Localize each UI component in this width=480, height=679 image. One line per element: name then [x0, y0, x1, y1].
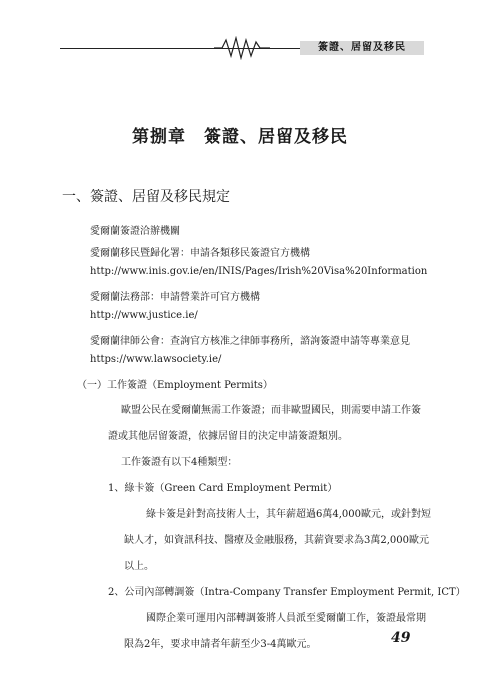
body-line: 以上。: [124, 561, 154, 572]
running-header-label: 簽證、居留及移民: [300, 41, 424, 55]
section-title: 一、簽證、居留及移民規定: [62, 189, 230, 205]
body-line: 綠卡簽是針對高技術人士，其年薪超過6萬4,000歐元，或針對短: [146, 509, 431, 520]
body-line: 愛爾蘭律師公會：查詢官方核准之律師事務所，諮詢簽證申請等專業意見: [90, 336, 410, 347]
url-link[interactable]: http://www.inis.gov.ie/en/INIS/Pages/Irish%20Visa%20Information: [90, 266, 428, 277]
body-line: 工作簽證有以下4種類型：: [121, 457, 238, 468]
chapter-title: 第捌章 簽證、居留及移民: [132, 127, 348, 147]
subsection-heading: （一）工作簽證（Employment Permits）: [77, 380, 273, 391]
body-line: 缺人才，如資訊科技、醫療及金融服務，其薪資要求為3萬2,000歐元: [124, 535, 429, 546]
body-line: 證或其他居留簽證，依據居留目的決定申請簽證類別。: [108, 431, 348, 442]
url-link[interactable]: http://www.justice.ie/: [90, 310, 198, 321]
url-link[interactable]: https://www.lawsociety.ie/: [90, 354, 222, 365]
pulse-line-icon: [214, 36, 270, 60]
list-item-heading: 1、綠卡簽（Green Card Employment Permit）: [108, 483, 338, 494]
body-line: 限為2年，要求申請者年薪至少3-4萬歐元。: [124, 639, 317, 650]
page-number: 49: [391, 630, 411, 646]
body-line: 愛爾蘭簽證洽辦機關: [90, 226, 180, 237]
body-line: 歐盟公民在愛爾蘭無需工作簽證；而非歐盟國民，則需要申請工作簽: [121, 405, 421, 416]
list-item-heading: 2、公司內部轉調簽（Intra-Company Transfer Employment Permit, ICT）: [108, 587, 466, 598]
body-line: 愛爾蘭移民暨歸化署：申請各類移民簽證官方機構: [90, 248, 310, 259]
body-line: 愛爾蘭法務部：申請營業許可官方機構: [90, 292, 260, 303]
body-line: 國際企業可運用內部轉調簽將人員派至愛爾蘭工作，簽證最常期: [146, 613, 426, 624]
